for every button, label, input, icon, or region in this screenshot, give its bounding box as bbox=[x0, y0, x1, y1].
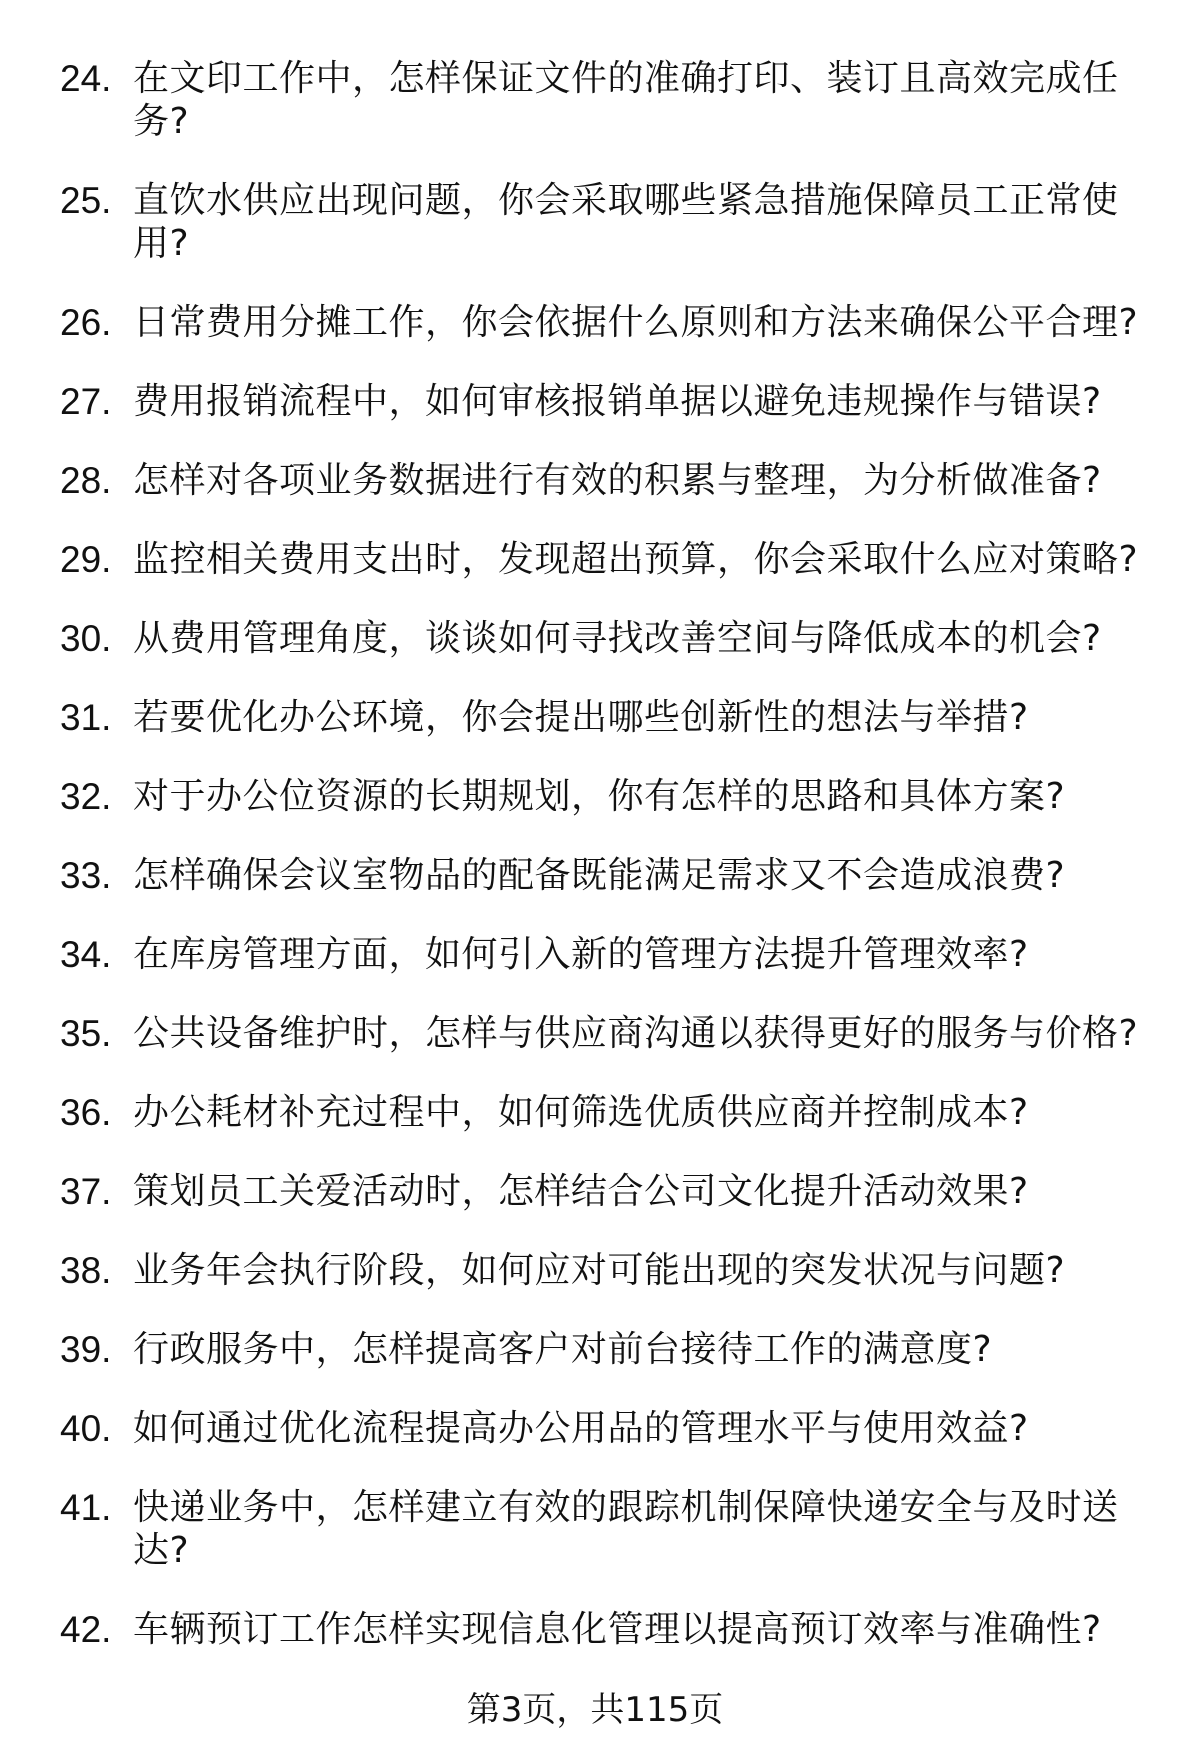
question-number: 31. bbox=[60, 697, 112, 738]
question-number: 29. bbox=[60, 539, 112, 580]
question-number: 36. bbox=[60, 1092, 112, 1133]
question-text: 怎样对各项业务数据进行有效的积累与整理，为分析做准备? bbox=[133, 460, 1102, 501]
question-text: 费用报销流程中，如何审核报销单据以避免违规操作与错误? bbox=[133, 381, 1102, 422]
question-item bbox=[0, 380, 1190, 423]
question-item bbox=[0, 1170, 1190, 1213]
question-item bbox=[0, 1328, 1190, 1371]
question-item bbox=[0, 1249, 1190, 1292]
question-item bbox=[0, 1486, 1190, 1572]
question-text: 快递业务中，怎样建立有效的跟踪机制保障快递安全与及时送达? bbox=[133, 1487, 1119, 1571]
question-item bbox=[0, 57, 1190, 143]
question-number: 41. bbox=[60, 1487, 112, 1528]
question-item bbox=[0, 1608, 1190, 1651]
question-number: 30. bbox=[60, 618, 112, 659]
question-text: 策划员工关爱活动时，怎样结合公司文化提升活动效果? bbox=[133, 1171, 1029, 1212]
question-number: 28. bbox=[60, 460, 112, 501]
question-text: 办公耗材补充过程中，如何筛选优质供应商并控制成本? bbox=[133, 1092, 1029, 1133]
question-text: 对于办公位资源的长期规划，你有怎样的思路和具体方案? bbox=[133, 776, 1066, 817]
question-number: 37. bbox=[60, 1171, 112, 1212]
question-item bbox=[0, 1012, 1190, 1055]
question-text: 从费用管理角度，谈谈如何寻找改善空间与降低成本的机会? bbox=[133, 618, 1102, 659]
question-text: 业务年会执行阶段，如何应对可能出现的突发状况与问题? bbox=[133, 1250, 1066, 1291]
question-number: 35. bbox=[60, 1013, 112, 1054]
question-text: 在文印工作中，怎样保证文件的准确打印、装订且高效完成任务? bbox=[133, 58, 1119, 142]
page-footer: 第3页，共115页 bbox=[466, 1690, 724, 1730]
question-text: 如何通过优化流程提高办公用品的管理水平与使用效益? bbox=[133, 1408, 1029, 1449]
question-number: 39. bbox=[60, 1329, 112, 1370]
question-item bbox=[0, 538, 1190, 581]
question-text: 监控相关费用支出时，发现超出预算，你会采取什么应对策略? bbox=[133, 539, 1139, 580]
question-item bbox=[0, 617, 1190, 660]
question-item bbox=[0, 179, 1190, 265]
question-item bbox=[0, 1407, 1190, 1450]
question-item bbox=[0, 696, 1190, 739]
question-item bbox=[0, 933, 1190, 976]
question-text: 公共设备维护时，怎样与供应商沟通以获得更好的服务与价格? bbox=[133, 1013, 1139, 1054]
question-text: 怎样确保会议室物品的配备既能满足需求又不会造成浪费? bbox=[133, 855, 1066, 896]
question-number: 42. bbox=[60, 1609, 112, 1650]
question-item bbox=[0, 775, 1190, 818]
question-item bbox=[0, 1091, 1190, 1134]
question-number: 34. bbox=[60, 934, 112, 975]
question-number: 32. bbox=[60, 776, 112, 817]
question-text: 若要优化办公环境，你会提出哪些创新性的想法与举措? bbox=[133, 697, 1029, 738]
question-number: 26. bbox=[60, 302, 112, 343]
question-number: 33. bbox=[60, 855, 112, 896]
question-number: 24. bbox=[60, 58, 112, 99]
question-number: 25. bbox=[60, 180, 112, 221]
question-text: 车辆预订工作怎样实现信息化管理以提高预订效率与准确性? bbox=[133, 1609, 1102, 1650]
question-number: 38. bbox=[60, 1250, 112, 1291]
question-text: 行政服务中，怎样提高客户对前台接待工作的满意度? bbox=[133, 1329, 993, 1370]
question-list bbox=[0, 57, 1190, 1687]
question-text: 在库房管理方面，如何引入新的管理方法提升管理效率? bbox=[133, 934, 1029, 975]
question-item bbox=[0, 459, 1190, 502]
question-number: 40. bbox=[60, 1408, 112, 1449]
question-item bbox=[0, 854, 1190, 897]
question-text: 直饮水供应出现问题，你会采取哪些紧急措施保障员工正常使用? bbox=[133, 180, 1119, 264]
question-number: 27. bbox=[60, 381, 112, 422]
question-item bbox=[0, 301, 1190, 344]
question-text: 日常费用分摊工作，你会依据什么原则和方法来确保公平合理? bbox=[133, 302, 1139, 343]
